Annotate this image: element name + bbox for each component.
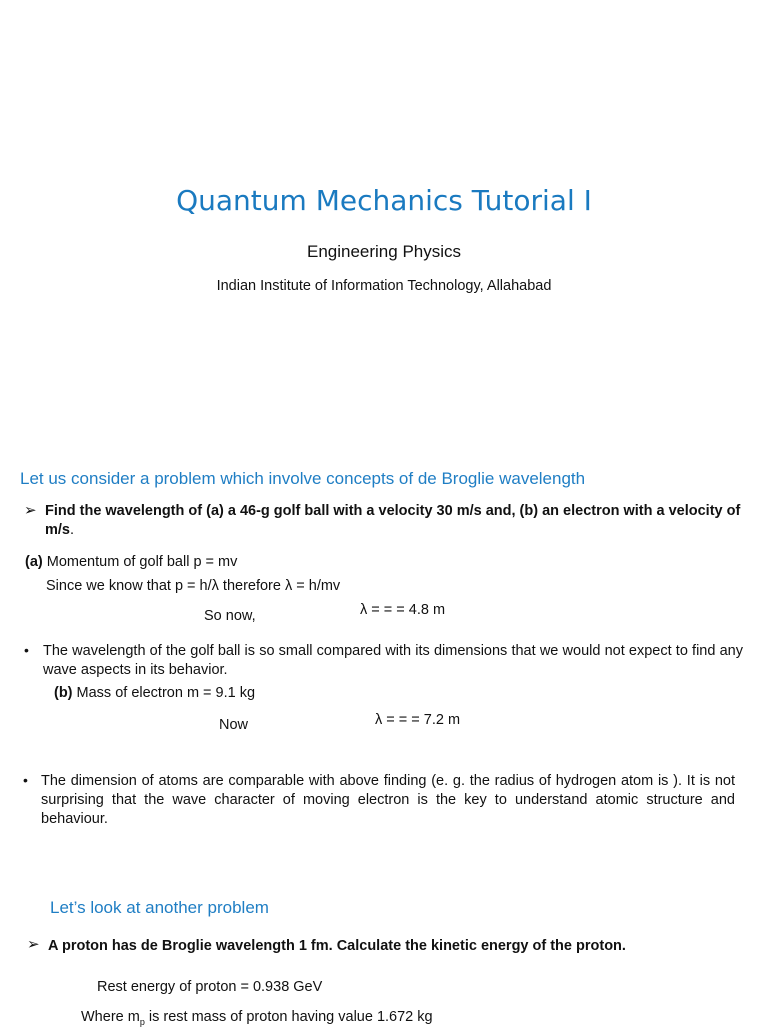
- question-2: A proton has de Broglie wavelength 1 fm. Calculate the kinetic energy of the proton.: [48, 938, 626, 954]
- section-heading-de-broglie: Let us consider a problem which involve concepts of de Broglie wavelength: [20, 469, 586, 488]
- part-a-label: (a): [25, 554, 43, 570]
- question-1-period: .: [70, 522, 75, 538]
- page-subtitle: Engineering Physics: [306, 242, 462, 261]
- part-b-label: (b): [54, 685, 73, 701]
- so-now-label: So now,: [204, 608, 256, 624]
- where-suffix: is rest mass of proton having value 1.672 kg: [144, 1009, 433, 1025]
- page-title: Quantum Mechanics Tutorial I: [176, 184, 592, 217]
- question-1-line-2: [45, 521, 74, 540]
- arrow-bullet-icon: ➢: [24, 502, 37, 519]
- institute-name: Indian Institute of Information Technology, Allahabad: [216, 278, 552, 294]
- question-1-line-1: Find the wavelength of (a) a 46-g golf ball with a velocity 30 m/s and, (b) an electron with a velocity of: [45, 503, 741, 519]
- lambda-b-equation: λ = = = 7.2 m: [375, 712, 461, 728]
- where-line: [81, 1008, 433, 1032]
- part-b-text: Mass of electron m = 9.1 kg: [72, 685, 256, 701]
- question-1-unit: m/s: [45, 522, 70, 538]
- bullet-icon: •: [24, 642, 29, 658]
- section-heading-another-problem: Let’s look at another problem: [50, 898, 269, 917]
- part-b-line: [54, 684, 255, 703]
- now-label: Now: [219, 717, 249, 733]
- where-prefix: Where m: [81, 1009, 140, 1025]
- arrow-bullet-icon: ➢: [27, 936, 40, 953]
- atom-dimension-note: The dimension of atoms are comparable with above finding (e. g. the radius of hydrogen atom is ). It is not surprising that the wave character of moving electron is the key to understand atomic structure and behaviour.: [41, 773, 735, 827]
- part-a-text: Momentum of golf ball p = mv: [42, 554, 238, 570]
- since-we-know-line: Since we know that p = h/λ therefore λ = h/mv: [46, 578, 341, 594]
- rest-energy-line: Rest energy of proton = 0.938 GeV: [97, 979, 323, 995]
- where-subscript: p: [139, 1016, 145, 1027]
- bullet-icon: •: [23, 772, 28, 788]
- part-a-line: [25, 553, 237, 572]
- lambda-a-equation: λ = = = 4.8 m: [360, 602, 446, 618]
- golf-ball-note: The wavelength of the golf ball is so small compared with its dimensions that we would not expect to find any wave aspects in its behavior.: [43, 643, 743, 678]
